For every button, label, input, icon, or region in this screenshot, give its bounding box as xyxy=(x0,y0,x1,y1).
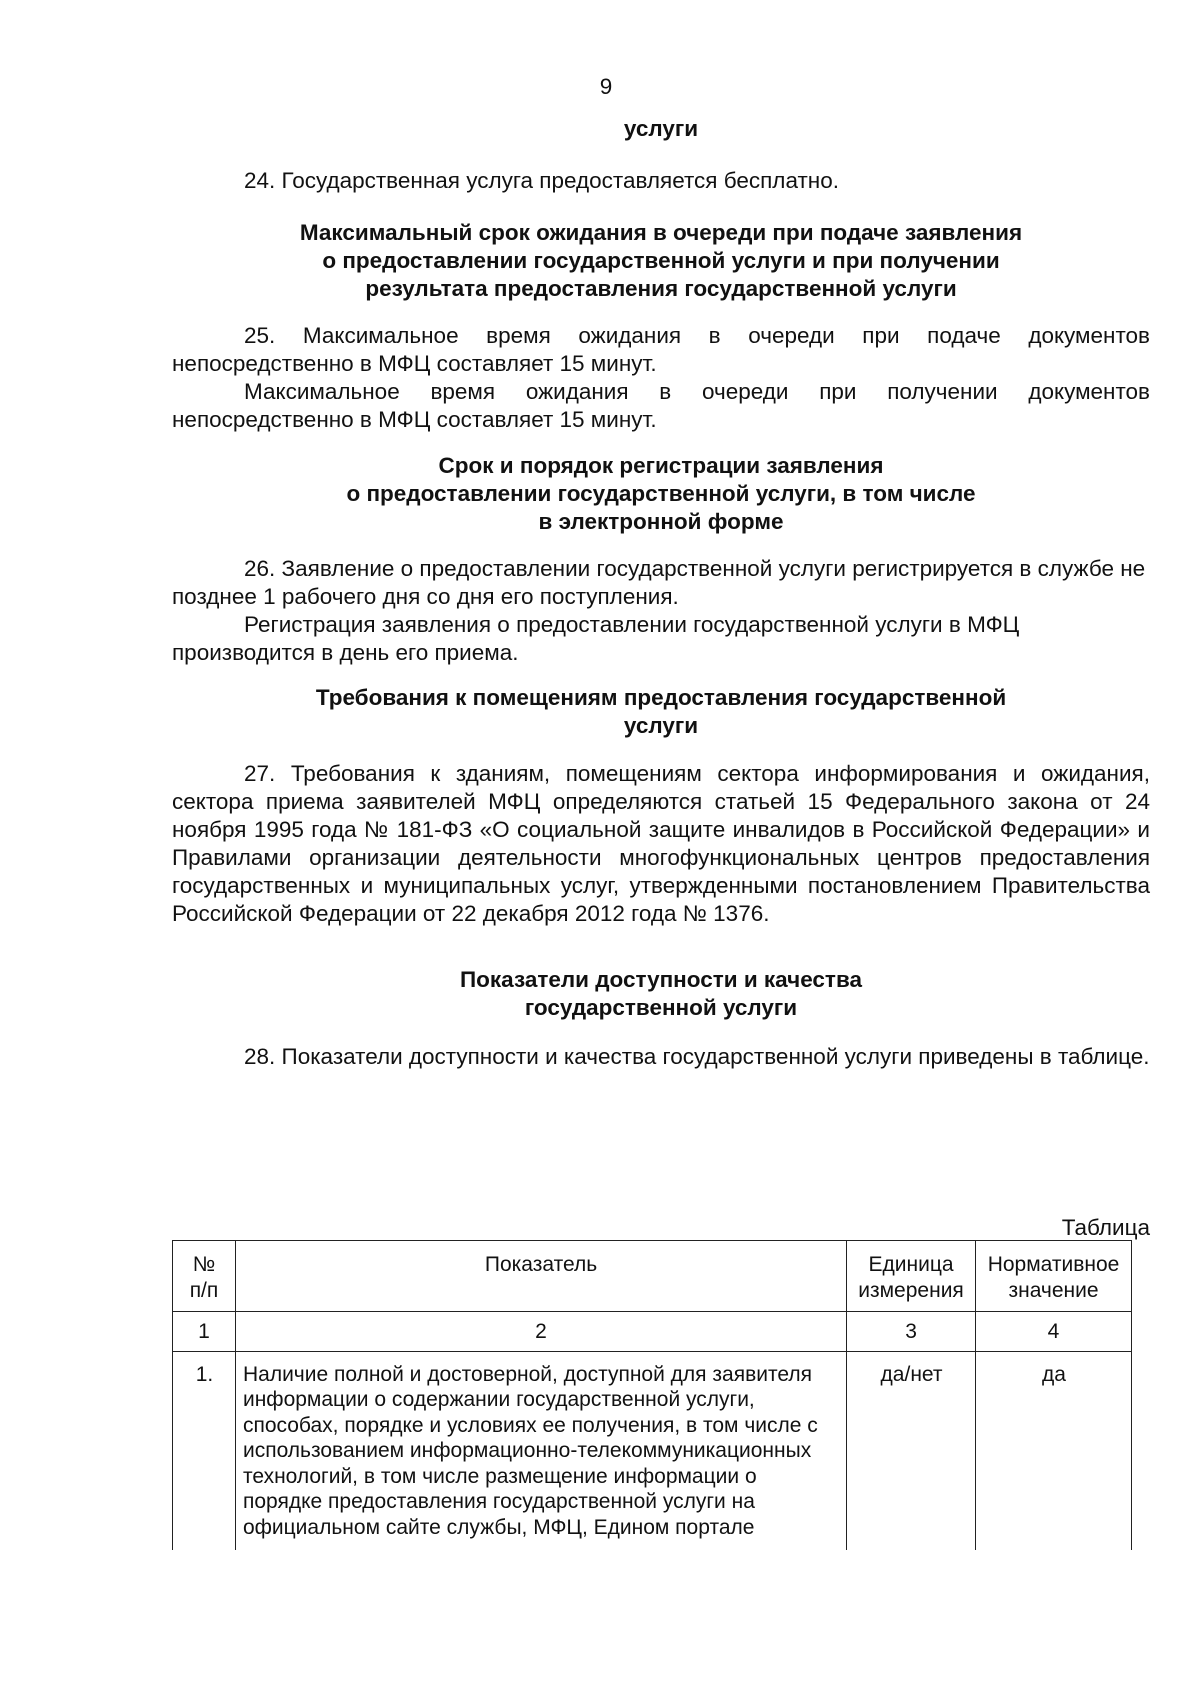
column-number-2: 2 xyxy=(235,1312,846,1352)
table-column-number-row xyxy=(173,1312,1132,1352)
heading-wait-line-3: результата предоставления государственной услуги xyxy=(365,276,957,301)
section-heading-fee-end xyxy=(172,115,1150,143)
paragraph-24: 24. Государственная услуга предоставляется бесплатно. xyxy=(244,168,839,193)
paragraph-27-block xyxy=(172,760,1150,928)
heading-premises-line-1: Требования к помещениям предоставления государственной xyxy=(315,685,1007,710)
table-header-row xyxy=(173,1241,1132,1312)
column-number-1: 1 xyxy=(173,1312,236,1352)
heading-registration-line-1: Срок и порядок регистрации заявления xyxy=(438,453,884,478)
table-row xyxy=(173,1351,1132,1550)
heading-indicators xyxy=(172,966,1150,1022)
heading-top-fragment: услуги xyxy=(623,116,699,141)
heading-premises-line-2: услуги xyxy=(623,713,699,738)
heading-indicators-line-1: Показатели доступности и качества xyxy=(459,967,862,992)
heading-wait-block xyxy=(172,219,1150,303)
paragraph-28-block xyxy=(172,1043,1150,1071)
paragraph-25b: Максимальное время ожидания в очереди при получении документов непосредственно в МФЦ составляет 15 минут. xyxy=(172,379,1150,432)
paragraph-27: 27. Требования к зданиям, помещениям сектора информирования и ожидания, сектора приема заявителей МФЦ определяются статьей 15 Федерального закона от 24 ноября 1995 года № 181-ФЗ «О социальной защите инвалидов в Российской Федерации» и Правилами организации деятельности многофункциональных центров предоставления государственных и муниципальных услуг, утвержденными постановлением Правительства Российской Федерации от 22 декабря 2012 года № 1376. xyxy=(172,761,1150,926)
heading-wait-line-1: Максимальный срок ожидания в очереди при подаче заявления xyxy=(299,220,1023,245)
heading-premises-block xyxy=(172,684,1150,740)
heading-registration xyxy=(172,452,1150,536)
heading-wait-line-2: о предоставлении государственной услуги и при получении xyxy=(322,248,1000,273)
heading-wait-time xyxy=(172,219,1150,303)
row-number: 1. xyxy=(173,1351,236,1550)
row-indicator: Наличие полной и достоверной, доступной для заявителя информации о содержании государственной услуги, способах, порядке и условиях ее получения, в том числе с использованием информационно-телекоммуникационных технологий, в том числе размещение информации о порядке предоставления государственной услуги на официальном сайте службы, МФЦ, Едином портале xyxy=(235,1351,846,1550)
row-unit: да/нет xyxy=(847,1351,976,1550)
table-caption: Таблица xyxy=(1061,1215,1150,1240)
paragraph-26a: 26. Заявление о предоставлении государственной услуги регистрируется в службе не позднее 1 рабочего дня со дня его поступления. xyxy=(172,556,1146,609)
table-header-indicator: Показатель xyxy=(235,1241,846,1312)
column-number-3: 3 xyxy=(847,1312,976,1352)
paragraph-24-block xyxy=(172,167,1150,195)
page-number: 9 xyxy=(599,74,613,99)
table-header-number: № п/п xyxy=(173,1241,236,1312)
paragraph-25-block xyxy=(172,322,1150,434)
row-value: да xyxy=(976,1351,1132,1550)
paragraph-28: 28. Показатели доступности и качества государственной услуги приведены в таблице. xyxy=(244,1044,1150,1069)
indicators-table xyxy=(172,1240,1132,1550)
heading-registration-line-2: о предоставлении государственной услуги, в том числе xyxy=(346,481,976,506)
paragraph-25a: 25. Максимальное время ожидания в очереди при подаче документов непосредственно в МФЦ составляет 15 минут. xyxy=(172,323,1150,376)
heading-premises xyxy=(172,684,1150,740)
paragraph-26-block xyxy=(172,555,1150,667)
heading-indicators-line-2: государственной услуги xyxy=(524,995,798,1020)
heading-registration-block xyxy=(172,452,1150,536)
table-header-unit: Единица измерения xyxy=(847,1241,976,1312)
heading-registration-line-3: в электронной форме xyxy=(538,509,784,534)
paragraph-26b: Регистрация заявления о предоставлении государственной услуги в МФЦ производится в день его приема. xyxy=(172,612,1020,665)
column-number-4: 4 xyxy=(976,1312,1132,1352)
table-header-value: Нормативное значение xyxy=(976,1241,1132,1312)
heading-indicators-block xyxy=(172,966,1150,1022)
